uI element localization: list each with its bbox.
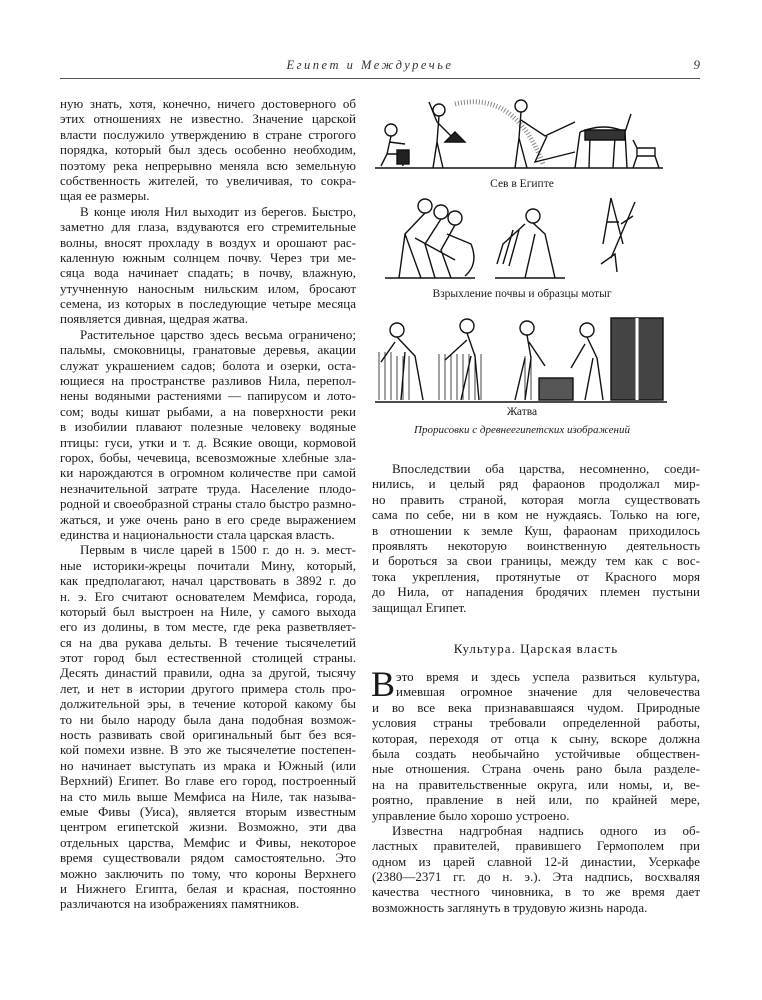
text-line: и во все века признававшаяся чудом. Природные: [372, 699, 700, 715]
text-line: на на правительственные округа, или номы, и, ве-: [372, 776, 700, 792]
text-line: горох, бобы, чечевица, всевозможные хлебные зла-: [60, 449, 356, 465]
text-line: ные отношения. Страна очень рано была разделе-: [372, 761, 700, 777]
text-line: на сто миль выше Мемфиса на Ниле, так называ-: [60, 788, 356, 804]
text-line: то ни было народу была дана подобная возмож-: [60, 711, 356, 727]
text-line: защищал Египет.: [372, 599, 467, 615]
text-line: нились, и целый ряд фараонов продолжал мир-: [372, 476, 700, 492]
text-line: этих отношениях не известно. Значение царской: [60, 111, 356, 127]
text-line: ную знать, хотя, конечно, ничего достоверного об: [60, 96, 356, 111]
harvest-caption: Жатва: [506, 406, 538, 418]
text-line: ность развивать свой оригинальный быт без вся-: [60, 727, 356, 743]
text-line: заметно для глаза, вздуваются его стремительные: [60, 219, 356, 235]
text-line: Известна надгробная надпись одного из об-: [392, 822, 700, 838]
text-line: можно заключить по тому, что короны Верхнего: [60, 865, 356, 881]
text-line: его из долины, в том месте, где река разветвляет-: [60, 619, 356, 635]
text-line: кой помехи извне. В это же тысячелетие постепен-: [60, 742, 356, 758]
text-line: Верхний) Египет. Во главе его город, построенный: [60, 773, 356, 789]
right-column-lower-text: [372, 669, 700, 915]
text-line: незначительной затрате труда. Население плодо-: [60, 480, 356, 496]
text-line: роятно, правление в ней или, по крайней мере,: [372, 792, 700, 808]
paragraph: [60, 542, 356, 911]
left-column-text: [60, 96, 356, 912]
text-line: ся на два рукава дельты. В течение тысячелетий: [60, 634, 356, 650]
text-line: возможность заглянуть в трудовую жизнь народа.: [372, 899, 648, 915]
text-line: каленную южным солнцем почву. Через три ме-: [60, 249, 356, 265]
text-line: волны, вносят прохладу в воздух и орошают рас-: [60, 234, 356, 250]
text-line: этот город был естественной столицей страны.: [60, 650, 356, 666]
text-line: лет, и нет в истории другого примера столь про-: [60, 680, 356, 696]
text-line: (2380—2371 гг. до н. э.). Эта надпись, восхваляя: [372, 869, 700, 885]
paragraph: [372, 669, 700, 823]
text-line: время существовали рядом самостоятельно. Это: [60, 850, 356, 866]
text-line: сяца вода начинает спадать; в почву, влажную,: [60, 265, 356, 281]
text-line: была создать необычайно устойчивые обществен-: [372, 745, 700, 761]
text-line: отдельных царства, Мемфис и Фивы, некоторое: [60, 834, 356, 850]
text-line: ные историки-жрецы почитали Мину, который,: [60, 557, 356, 573]
text-line: Десять династий правили, одна за другой, тысячу: [60, 665, 356, 681]
text-line: единства и национальности стала царская власть.: [60, 526, 335, 542]
text-line: ластных правителей, правившего Гермополем при: [372, 838, 700, 854]
text-line: центром египетской жизни. Возможно, эти два: [60, 819, 356, 835]
text-line: качества честного чиновника, в то же время дает: [372, 884, 700, 900]
text-line: тока укрепления, протянутые от Красного моря: [372, 568, 700, 584]
text-line: Впоследствии оба царства, несомненно, соеди-: [392, 461, 700, 476]
text-line: птицы: гуси, утки и т. д. Всякие овощи, кормовой: [60, 434, 356, 450]
illustration-source-note: Прорисовки с древнеегипетских изображений: [414, 424, 630, 436]
paragraph: [372, 461, 700, 615]
text-line: в отношении к земле Куш, фараонам приходилось: [372, 522, 700, 538]
text-line: емые Фивы (Уиса), является вторым известным: [60, 803, 356, 819]
hoeing-illustration: [385, 194, 645, 280]
text-line: как предполагают, начал царствовать в 3892 г. до: [60, 573, 356, 589]
text-line: который был выстроен на Ниле, у самого выхода: [60, 603, 356, 619]
text-line: управление было хорошо устроено.: [372, 807, 570, 823]
text-line: но начинает выступать из мрака и Южный (или: [60, 757, 356, 773]
text-line: щая ее размеры.: [60, 188, 150, 204]
text-line: проявлять некоторую воинственную деятельность: [372, 537, 700, 553]
text-line: условия страны требовали определенной работы,: [372, 715, 700, 731]
text-line: сама по себе, ни в ком не нуждаясь. Только на юге,: [372, 507, 700, 523]
text-line: н. э. Его считают основателем Мемфиса, города,: [60, 588, 356, 604]
text-line: семена, из которых в последующие четыре месяца: [60, 296, 356, 312]
text-line: нены водяными растениями — папирусом и лото-: [60, 388, 356, 404]
header-rule: [60, 78, 700, 79]
text-line: В конце июля Нил выходит из берегов. Быстро,: [80, 203, 356, 219]
hoeing-caption: Взрыхление почвы и образцы мотыг: [432, 288, 612, 300]
sowing-caption: Сев в Египте: [490, 178, 554, 190]
page-number: 9: [693, 57, 700, 72]
text-line: жаться, и уже очень рано в его среде выражением: [60, 511, 356, 527]
text-line: это время и здесь успела развиться культура,: [396, 669, 700, 684]
paragraph: [372, 823, 700, 915]
right-column-upper-text: [372, 461, 700, 615]
harvest-illustration: [375, 312, 667, 404]
text-line: поэтому река непрерывно меняла всю земельную: [60, 157, 356, 173]
running-title: Египет и Междуречье: [286, 58, 454, 72]
text-line: родной и своеобразной страны стало быстро размно-: [60, 496, 356, 512]
text-line: Растительное царство здесь весьма ограничено;: [80, 326, 356, 342]
text-line: ки нарождаются в огромном количестве при самой: [60, 465, 356, 481]
text-line: служат украшением садов; болота и озерки, оста-: [60, 357, 356, 373]
text-line: утучненную наносным нильским илом, бросают: [60, 280, 356, 296]
paragraph: [60, 204, 356, 327]
text-line: должительной эры, в течение которой какому бы: [60, 696, 356, 712]
text-line: одном из царей славной 12-й династии, Усеркафе: [372, 853, 700, 869]
text-line: ющиеся на пространстве разливов Нила, перепол-: [60, 373, 356, 389]
sowing-illustration: [375, 92, 665, 172]
section-heading: Культура. Царская власть: [453, 641, 619, 656]
drop-cap: В: [371, 664, 396, 704]
text-line: имевшая огромное значение для человечества: [396, 684, 700, 700]
text-line: власти послужило утверждению в стране строгого: [60, 126, 356, 142]
text-line: собственность жителей, то увеличивая, то сокра-: [60, 172, 356, 188]
text-line: появляется дивная, щедрая жатва.: [60, 311, 248, 327]
text-line: сом; воды кишат рыбами, а на поверхности реки: [60, 403, 356, 419]
text-line: различаются на изображениях памятников.: [60, 896, 300, 912]
text-line: и Нижнего Египта, белая и красная, постоянно: [60, 880, 356, 896]
text-line: в изобилии плавают полезные человеку водяные: [60, 419, 356, 435]
text-line: порядка, который был здесь особенно необходим,: [60, 142, 356, 158]
paragraph: [60, 96, 356, 204]
text-line: и бороться за свои границы, между тем как с вос-: [372, 553, 700, 569]
text-line: пальмы, смоковницы, гранатовые деревья, акации: [60, 342, 356, 358]
text-line: Первым в числе царей в 1500 г. до н. э. мест-: [80, 542, 356, 558]
text-line: которая, переходя от отца к сыну, вскоре должна: [372, 730, 700, 746]
paragraph: [60, 327, 356, 542]
text-line: но править страной, которая могла существовать: [372, 491, 700, 507]
text-line: до Нила, от нападения бродячих племен пустыни: [372, 584, 700, 600]
